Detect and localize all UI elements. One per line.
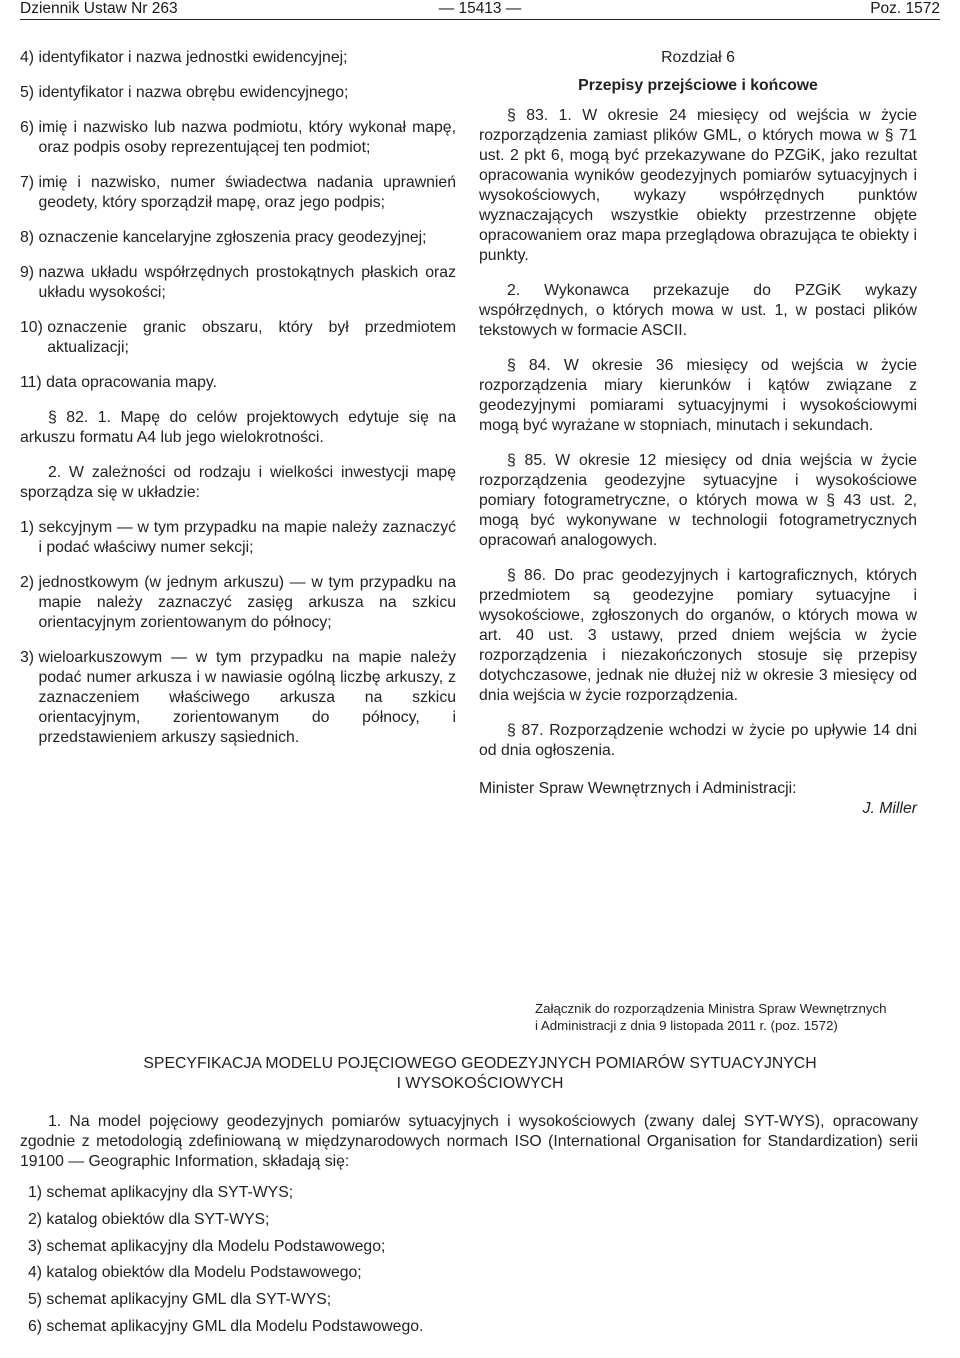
paragraph-85: § 85. W okresie 12 miesięcy od dnia wejścia w życie rozporządzenia geodezyjne sytuacyjne i wysokościowe pomiary fotogrametryczne, o których mowa w § 43 ust. 2, mogą być wykonywane w technologii fotogrametrycznych opracowań analogowych. (479, 452, 917, 549)
paragraph-83-1: § 83. 1. W okresie 24 miesięcy od wejścia w życie rozporządzenia zamiast plików GML, o których mowa w § 71 ust. 2 pkt 6, mogą być przekazywane do PZGiK, jako rezultat opracowania wyników geodezyjnych pomiarów sytuacyjnych i wysokościowych, wykazy współrzędnych punktów wyznaczających wszystkie obiekty przestrzenne objęte opracowaniem oraz mapa przeglądowa obrazująca te obiekty i punkty. (479, 107, 917, 264)
list-item: 1) schemat aplikacyjny dla SYT-WYS; (28, 1184, 294, 1201)
list-item: 4) identyfikator i nazwa jednostki ewidencyjnej; (20, 49, 348, 66)
signature-name: J. Miller (862, 800, 917, 817)
paragraph-84: § 84. W okresie 36 miesięcy od wejścia w życie rozporządzenia miary kierunków i kątów związane z geodezyjnymi pomiarami sytuacyjnymi i wysokościowymi mogą być wyrażane w stopniach, minutach i sekundach. (479, 357, 917, 434)
list-item: 5) identyfikator i nazwa obrębu ewidencyjnego; (20, 84, 349, 101)
spec-title-line-1: SPECYFIKACJA MODELU POJĘCIOWEGO GEODEZYJNYCH POMIARÓW SYTUACYJNYCH (143, 1055, 817, 1072)
specification-title (20, 1054, 940, 1094)
journal-name: Dziennik Ustaw Nr 263 (20, 0, 178, 17)
left-column (20, 48, 456, 763)
list-item: 11) data opracowania mapy. (20, 374, 218, 391)
list-item: 4) katalog obiektów dla Modelu Podstawowego; (28, 1264, 362, 1282)
attachment-line-1: Załącznik do rozporządzenia Ministra Spraw Wewnętrznych (535, 1001, 887, 1016)
right-column (479, 48, 917, 819)
paragraph-82-2: 2. W zależności od rodzaju i wielkości inwestycji mapę sporządza się w układzie: (20, 464, 456, 501)
list-item: 6) schemat aplikacyjny GML dla Modelu Podstawowego. (28, 1317, 424, 1335)
list-item: 6) imię i nazwisko lub nazwa podmiotu, który wykonał mapę, oraz podpis osoby reprezentującej ten podmiot; (20, 119, 456, 156)
signature-role: Minister Spraw Wewnętrznych i Administracji: (479, 780, 797, 797)
chapter-number: Rozdział 6 (661, 49, 735, 66)
paragraph-87: § 87. Rozporządzenie wchodzi w życie po upływie 14 dni od dnia ogłoszenia. (479, 722, 917, 759)
list-item: 2) jednostkowym (w jednym arkuszu) — w tym przypadku na mapie należy zaznaczyć zasięg arkusza na szkicu orientacyjnym zorientowanym do północy; (20, 574, 456, 631)
list-item: 8) oznaczenie kancelaryjne zgłoszenia pracy geodezyjnej; (20, 229, 427, 246)
attachment-line-2: i Administracji z dnia 9 listopada 2011 r. (poz. 1572) (535, 1018, 838, 1033)
attachment-note (535, 1000, 925, 1034)
list-item: 3) wieloarkuszowym — w tym przypadku na mapie należy podać numer arkusza i w nawiasie ogólną liczbę arkuszy, z zaznaczeniem właściwego arkusza na szkicu orientacyjnym, zorientowanym do północy, i przedstawieniem arkuszy sąsiednich. (20, 649, 456, 746)
spec-title-line-2: I WYSOKOŚCIOWYCH (396, 1075, 564, 1092)
list-item: 5) schemat aplikacyjny GML dla SYT-WYS; (28, 1291, 332, 1309)
list-item: 9) nazwa układu współrzędnych prostokątnych płaskich oraz układu wysokości; (20, 264, 456, 301)
chapter-title: Przepisy przejściowe i końcowe (578, 77, 818, 94)
paragraph-83-2: 2. Wykonawca przekazuje do PZGiK wykazy współrzędnych, o których mowa w ust. 1, w postaci plików tekstowych w formacie ASCII. (479, 282, 917, 339)
paragraph-82-1: § 82. 1. Mapę do celów projektowych edytuje się na arkuszu formatu A4 lub jego wielokrotności. (20, 409, 456, 446)
position-number: Poz. 1572 (870, 0, 940, 17)
page-header (20, 0, 940, 20)
list-item: 2) katalog obiektów dla SYT-WYS; (28, 1210, 270, 1228)
page-number: — 15413 — (438, 0, 522, 17)
list-item: 7) imię i nazwisko, numer świadectwa nadania uprawnień geodety, który sporządził mapę, oraz jego podpis; (20, 174, 456, 211)
list-item: 10) oznaczenie granic obszaru, który był przedmiotem aktualizacji; (20, 319, 456, 356)
specification-intro: 1. Na model pojęciowy geodezyjnych pomiarów sytuacyjnych i wysokościowych (zwany dalej SYT-WYS), opracowany zgodnie z metodologią zdefiniowaną w międzynarodowych normach ISO (International Organisation for Standardization) serii 19100 — Geographic Information, składają się: (20, 1113, 918, 1170)
list-item: 3) schemat aplikacyjny dla Modelu Podstawowego; (28, 1237, 386, 1255)
list-item: 1) sekcyjnym — w tym przypadku na mapie należy zaznaczyć i podać właściwy numer sekcji; (20, 519, 456, 556)
paragraph-86: § 86. Do prac geodezyjnych i kartograficznych, których przedmiotem są geodezyjne pomiary sytuacyjne i wysokościowe, zgłoszonych do organów, o których mowa w art. 40 ust. 3 ustawy, przed dniem wejścia w życie rozporządzenia i niezakończonych stosuje się przepisy dotychczasowe, jednak nie dłużej niż w okresie 3 miesięcy od dnia wejścia w życie rozporządzenia. (479, 567, 917, 704)
specification-list (28, 1183, 423, 1344)
